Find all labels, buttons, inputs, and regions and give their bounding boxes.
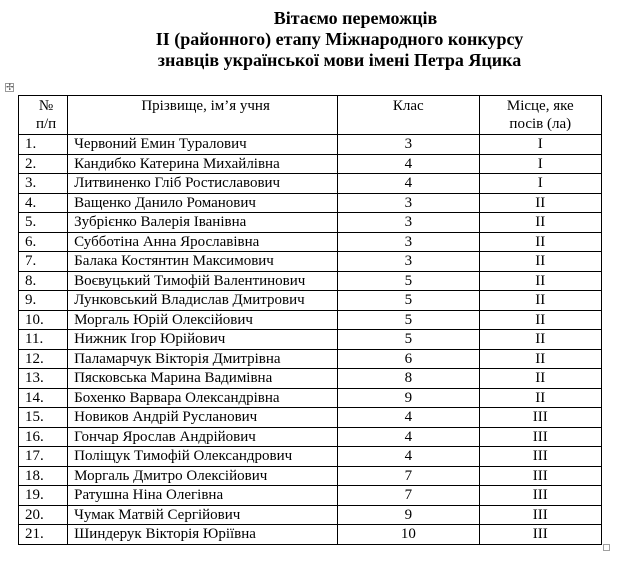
row-number: 9. — [19, 291, 68, 311]
student-name: Пясковська Марина Вадимівна — [68, 369, 338, 389]
table-row — [19, 447, 602, 467]
student-grade: 4 — [338, 408, 479, 428]
student-place: ІІІ — [479, 408, 601, 428]
header-number — [19, 96, 68, 135]
header-place-line1: Місце, яке — [506, 98, 574, 114]
row-number: 21. — [19, 525, 68, 545]
student-name: Ратушна Ніна Олегівна — [68, 486, 338, 506]
student-name: Червоний Емин Туралович — [68, 135, 338, 155]
table-row — [19, 525, 602, 545]
table-row — [19, 291, 602, 311]
table-row — [19, 154, 602, 174]
row-number: 3. — [19, 174, 68, 194]
row-number: 13. — [19, 369, 68, 389]
row-number: 15. — [19, 408, 68, 428]
row-number: 16. — [19, 427, 68, 447]
student-name: Бохенко Варвара Олександрівна — [68, 388, 338, 408]
student-name: Моргаль Дмитро Олексійович — [68, 466, 338, 486]
row-number: 14. — [19, 388, 68, 408]
student-grade: 4 — [338, 447, 479, 467]
student-grade: 3 — [338, 252, 479, 272]
student-grade: 5 — [338, 271, 479, 291]
student-place: ІІ — [479, 310, 601, 330]
student-place: ІІ — [479, 349, 601, 369]
header-grade: Клас — [338, 96, 479, 135]
student-name: Балака Костянтин Максимович — [68, 252, 338, 272]
row-number: 2. — [19, 154, 68, 174]
student-grade: 4 — [338, 427, 479, 447]
row-number: 20. — [19, 505, 68, 525]
student-grade: 5 — [338, 310, 479, 330]
student-grade: 10 — [338, 525, 479, 545]
table-row — [19, 505, 602, 525]
student-grade: 6 — [338, 349, 479, 369]
student-place: І — [479, 135, 601, 155]
row-number: 4. — [19, 193, 68, 213]
student-place: ІІІ — [479, 427, 601, 447]
title-line-2: ІІ (районного) етапу Міжнародного конкурсу — [155, 29, 524, 49]
student-grade: 3 — [338, 135, 479, 155]
student-grade: 3 — [338, 193, 479, 213]
row-number: 8. — [19, 271, 68, 291]
student-name: Нижник Ігор Юрійович — [68, 330, 338, 350]
student-name: Новиков Андрій Русланович — [68, 408, 338, 428]
row-number: 18. — [19, 466, 68, 486]
student-place: ІІІ — [479, 486, 601, 506]
table-row — [19, 271, 602, 291]
table-row — [19, 174, 602, 194]
row-number: 19. — [19, 486, 68, 506]
table-row — [19, 310, 602, 330]
student-grade: 3 — [338, 213, 479, 233]
table-row — [19, 330, 602, 350]
student-place: ІІ — [479, 193, 601, 213]
student-place: ІІІ — [479, 447, 601, 467]
student-place: ІІ — [479, 291, 601, 311]
table-row — [19, 213, 602, 233]
row-number: 1. — [19, 135, 68, 155]
student-grade: 7 — [338, 466, 479, 486]
student-grade: 8 — [338, 369, 479, 389]
student-place: ІІІ — [479, 525, 601, 545]
header-name: Прізвище, ім’я учня — [68, 96, 338, 135]
student-name: Литвиненко Гліб Ростиславович — [68, 174, 338, 194]
table-resize-handle-icon[interactable] — [603, 544, 610, 551]
title-line-1: Вітаємо переможців — [273, 8, 438, 28]
student-place: ІІ — [479, 271, 601, 291]
winners-table — [18, 95, 602, 545]
document-title — [0, 8, 623, 71]
student-grade: 7 — [338, 486, 479, 506]
student-grade: 4 — [338, 154, 479, 174]
table-move-handle-icon[interactable]: ✢ — [6, 82, 14, 92]
table-row — [19, 427, 602, 447]
student-name: Чумак Матвій Сергійович — [68, 505, 338, 525]
student-name: Паламарчук Вікторія Дмитрівна — [68, 349, 338, 369]
table-row — [19, 349, 602, 369]
student-place: ІІІ — [479, 466, 601, 486]
table-row — [19, 388, 602, 408]
student-grade: 9 — [338, 505, 479, 525]
student-place: ІІ — [479, 213, 601, 233]
header-place-line2: посів (ла) — [509, 116, 572, 132]
row-number: 5. — [19, 213, 68, 233]
student-grade: 9 — [338, 388, 479, 408]
title-line-3: знавців української мови імені Петра Яцика — [157, 50, 522, 70]
table-row — [19, 408, 602, 428]
table-row — [19, 369, 602, 389]
table-row — [19, 252, 602, 272]
row-number: 7. — [19, 252, 68, 272]
student-name: Моргаль Юрій Олексійович — [68, 310, 338, 330]
table-header-row — [19, 96, 602, 135]
row-number: 6. — [19, 232, 68, 252]
student-grade: 5 — [338, 330, 479, 350]
row-number: 10. — [19, 310, 68, 330]
row-number: 11. — [19, 330, 68, 350]
student-name: Лунковський Владислав Дмитрович — [68, 291, 338, 311]
header-number-line2: п/п — [35, 116, 57, 132]
student-name: Гончар Ярослав Андрійович — [68, 427, 338, 447]
student-name: Субботіна Анна Ярославівна — [68, 232, 338, 252]
student-name: Воєвуцький Тимофій Валентинович — [68, 271, 338, 291]
student-name: Шиндерук Вікторія Юріївна — [68, 525, 338, 545]
student-grade: 3 — [338, 232, 479, 252]
student-grade: 5 — [338, 291, 479, 311]
student-place: ІІ — [479, 330, 601, 350]
student-name: Кандибко Катерина Михайлівна — [68, 154, 338, 174]
student-place: І — [479, 174, 601, 194]
header-place — [479, 96, 601, 135]
student-name: Зубрієнко Валерія Іванівна — [68, 213, 338, 233]
student-place: ІІ — [479, 232, 601, 252]
table-row — [19, 486, 602, 506]
student-place: ІІ — [479, 388, 601, 408]
row-number: 17. — [19, 447, 68, 467]
student-name: Ващенко Данило Романович — [68, 193, 338, 213]
student-place: ІІІ — [479, 505, 601, 525]
student-grade: 4 — [338, 174, 479, 194]
student-place: ІІ — [479, 252, 601, 272]
row-number: 12. — [19, 349, 68, 369]
table-row — [19, 466, 602, 486]
student-place: І — [479, 154, 601, 174]
student-place: ІІ — [479, 369, 601, 389]
table-row — [19, 232, 602, 252]
header-number-line1: № — [38, 98, 54, 114]
table-row — [19, 135, 602, 155]
student-name: Поліщук Тимофій Олександрович — [68, 447, 338, 467]
table-row — [19, 193, 602, 213]
